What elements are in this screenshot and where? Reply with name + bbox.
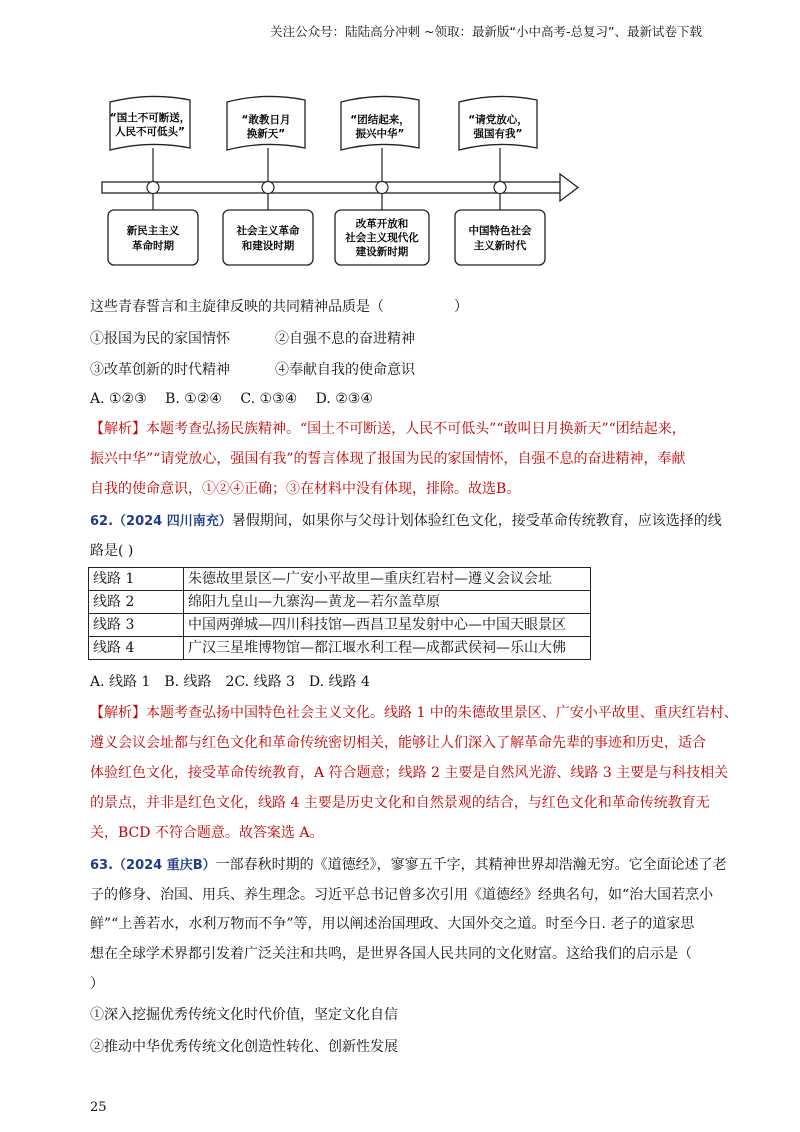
flag-2-line-2: 换新天”	[246, 128, 286, 140]
q61-analysis-line-2: 振兴中华”“请党放心，强国有我”的誓言体现了报国为民的家国情怀，自强不息的奋进精神，奉献	[90, 451, 686, 467]
q62-choices: A. 线路 1 B. 线路 2C. 线路 3 D. 线路 4	[90, 674, 370, 690]
q61-analysis-line-1: 【解析】本题考查弘扬民族精神。“国土不可断送，人民不可低头”“敢叫日月换新天”“团结起来，	[90, 421, 686, 437]
routes-table	[88, 567, 591, 660]
flag-3-line-2: 振兴中华”	[355, 128, 405, 140]
route-name: 线路 3	[89, 614, 184, 637]
q61-option-4: ④奉献自我的使命意识	[275, 362, 415, 378]
q63-stem-line-1	[90, 855, 727, 876]
q63-option-2: ②推动中华优秀传统文化创造性转化、创新性发展	[90, 1039, 398, 1055]
period-4-line-1: 中国特色社会	[468, 225, 532, 237]
flag-3-line-1: “团结起来，	[350, 114, 410, 126]
q62-analysis-line-3: 体验红色文化，接受革命传统教育，A 符合题意；线路 2 主要是自然风光游、线路 3 主要是与科技相关	[90, 765, 729, 781]
q63-stem-text: 一部春秋时期的《道德经》，寥寥五千字，其精神世界却浩瀚无穷。它全面论述了老	[215, 857, 727, 873]
route-desc: 广汉三星堆博物馆—都江堰水利工程—成都武侯祠—乐山大佛	[184, 637, 591, 660]
flag-4-line-2: 强国有我”	[473, 128, 523, 140]
q61-analysis-line-3: 自我的使命意识，①②④正确；③在材料中没有体现，排除。故选B。	[90, 481, 521, 497]
q61-choices: A. ①②③ B. ①②④ C. ①③④ D. ②③④	[90, 391, 373, 407]
q63-stem-line-4: 想在全球学术界都引发着广泛关注和共鸣，是世界各国人民共同的文化财富。这给我们的启示是（	[90, 946, 692, 962]
flag-1-line-1: “国土不可断送，	[109, 112, 191, 124]
q61-options-row-2	[90, 360, 610, 380]
q61-option-1: ①报国为民的家国情怀	[90, 331, 230, 347]
flag-3	[341, 96, 419, 186]
flag-1-line-2: 人民不可低头”	[115, 126, 185, 138]
table-row	[89, 591, 591, 614]
q63-stem-line-3: 鲜”“上善若水，水利万物而不争”等，用以阐述治国理政、大国外交之道。时至今日. 老子的道家思	[90, 916, 695, 932]
period-box-4	[455, 210, 545, 265]
period-4-line-2: 主义新时代	[473, 240, 527, 252]
flag-4-line-1: “请党放心，	[468, 114, 528, 126]
q62-stem-line-2: 路是( )	[90, 543, 134, 559]
table-row	[89, 637, 591, 660]
q62-analysis-line-5: 关，BCD 不符合题意。故答案选 A。	[90, 825, 324, 841]
period-3-line-3: 建设新时期	[355, 246, 409, 258]
q61-option-2: ②自强不息的奋进精神	[275, 331, 415, 347]
page-number: 25	[90, 1100, 107, 1115]
q63-stem-line-2: 子的修身、治国、用兵、养生理念。习近平总书记曾多次引用《道德经》经典名句，如“治大国若烹小	[90, 887, 714, 903]
q62-analysis-line-4: 的景点，并非是红色文化，线路 4 主要是历史文化和自然景观的结合，与红色文化和革命传统教育无	[90, 795, 710, 811]
period-1-line-2: 革命时期	[132, 240, 174, 252]
q63-number: 63.（2024 重庆B）	[90, 858, 216, 873]
period-3-line-2: 社会主义现代化	[345, 232, 419, 244]
flag-4	[459, 96, 537, 186]
q62-stem-line-1	[90, 511, 722, 532]
timeline-diagram	[90, 88, 590, 278]
period-2-line-2: 和建设时期	[241, 240, 295, 252]
table-row	[89, 568, 591, 591]
route-name: 线路 1	[89, 568, 184, 591]
route-desc: 中国两弹城—四川科技馆—西昌卫星发射中心—中国天眼景区	[184, 614, 591, 637]
route-name: 线路 4	[89, 637, 184, 660]
q61-stem: 这些青春誓言和主旋律反映的共同精神品质是（ ）	[90, 299, 468, 315]
period-2-line-1: 社会主义革命	[236, 225, 300, 237]
route-desc: 绵阳九皇山—九寨沟—黄龙—若尔盖草原	[184, 591, 591, 614]
flag-1	[110, 96, 190, 186]
route-name: 线路 2	[89, 591, 184, 614]
flag-2-line-1: “敢教日月	[241, 114, 291, 126]
period-3-line-1: 改革开放和	[355, 218, 409, 230]
q62-analysis-line-1: 【解析】本题考查弘扬中国特色社会主义文化。线路 1 中的朱德故里景区、广安小平故里、重庆红岩村、	[90, 705, 738, 721]
timeline-arrow	[102, 174, 578, 210]
q62-number: 62.（2024 四川南充）	[90, 514, 232, 529]
page-header: 关注公众号：陆陆高分冲刺 ~领取：最新版“小中高考-总复习”、最新试卷下载	[270, 24, 702, 39]
q62-stem-text: 暑假期间，如果你与父母计划体验红色文化，接受革命传统教育，应该选择的线	[231, 513, 722, 529]
period-box-3	[335, 210, 429, 265]
period-box-1	[108, 210, 198, 265]
period-box-2	[223, 210, 313, 265]
flag-2	[227, 96, 305, 186]
q63-option-1: ①深入挖掘优秀传统文化时代价值，坚定文化自信	[90, 1007, 398, 1023]
period-1-line-1: 新民主主义	[126, 225, 180, 237]
q61-option-3: ③改革创新的时代精神	[90, 362, 230, 378]
q62-analysis-line-2: 遵义会议会址都与红色文化和革命传统密切相关，能够让人们深入了解革命先辈的事迹和历史，适合	[90, 735, 706, 751]
route-desc: 朱德故里景区—广安小平故里—重庆红岩村—遵义会议会址	[184, 568, 591, 591]
q61-options-row-1	[90, 329, 610, 349]
q63-stem-line-5: ）	[90, 976, 104, 992]
table-row	[89, 614, 591, 637]
